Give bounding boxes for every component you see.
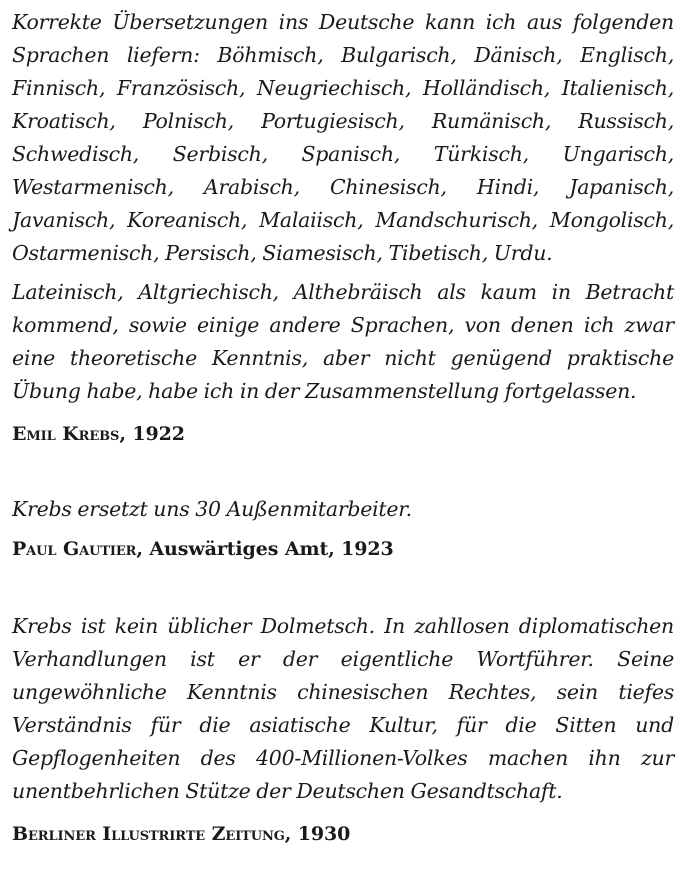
attribution-author: Paul Gautier xyxy=(12,538,137,560)
quote-paragraph: Krebs ist kein üblicher Dolmetsch. In zahllosen diplomatischen Verhandlungen ist er der eigentliche Wortführer. Seine ungewöhnliche Kenntnis chinesischen Rechtes, sein tiefes Verständnis für die asiatische Kultur, für die Sitten und Gepflogenheiten des 400-Millionen-Volkes machen ihn zur unentbehrlichen Stütze der Deutschen Gesandtschaft. xyxy=(12,614,674,803)
quote-block-berliner-illustrirte xyxy=(12,610,674,847)
quote-attribution xyxy=(12,421,674,447)
attribution-author: Emil Krebs xyxy=(12,423,120,445)
attribution-author: Berliner Illustrirte Zeitung xyxy=(12,823,285,845)
quote-attribution xyxy=(12,536,674,562)
quote-paragraph: Lateinisch, Altgriechisch, Althebräisch als kaum in Betracht kommend, sowie einige andere Sprachen, von denen ich zwar eine theoretische Kenntnis, aber nicht genügend praktische Übung habe, habe ich in der Zusammenstellung fortgelassen. xyxy=(12,280,674,403)
quote-block-gautier xyxy=(12,493,674,562)
quote-attribution xyxy=(12,821,674,847)
quote-paragraph: Krebs ersetzt uns 30 Außenmitarbeiter. xyxy=(12,497,412,521)
attribution-source: , 1922 xyxy=(119,423,185,445)
quote-block-krebs xyxy=(12,6,674,447)
epigraph-page xyxy=(12,6,674,847)
quote-paragraph: Korrekte Übersetzungen ins Deutsche kann ich aus folgenden Sprachen liefern: Böhmisch, Bulgarisch, Dänisch, Englisch, Finnisch, Französisch, Neugriechisch, Holländisch, Italienisch, Kroatisch, Polnisch, Portugiesisch, Rumänisch, Russisch, Schwedisch, Serbisch, Spanisch, Türkisch, Ungarisch, Westarmenisch, Arabisch, Chinesisch, Hindi, Japanisch, Javanisch, Koreanisch, Malaiisch, Mandschurisch, Mongolisch, Ostarmenisch, Persisch, Siamesisch, Tibetisch, Urdu. xyxy=(12,10,674,265)
attribution-source: , 1930 xyxy=(284,823,351,845)
attribution-source: , Auswärtiges Amt, 1923 xyxy=(136,538,394,560)
